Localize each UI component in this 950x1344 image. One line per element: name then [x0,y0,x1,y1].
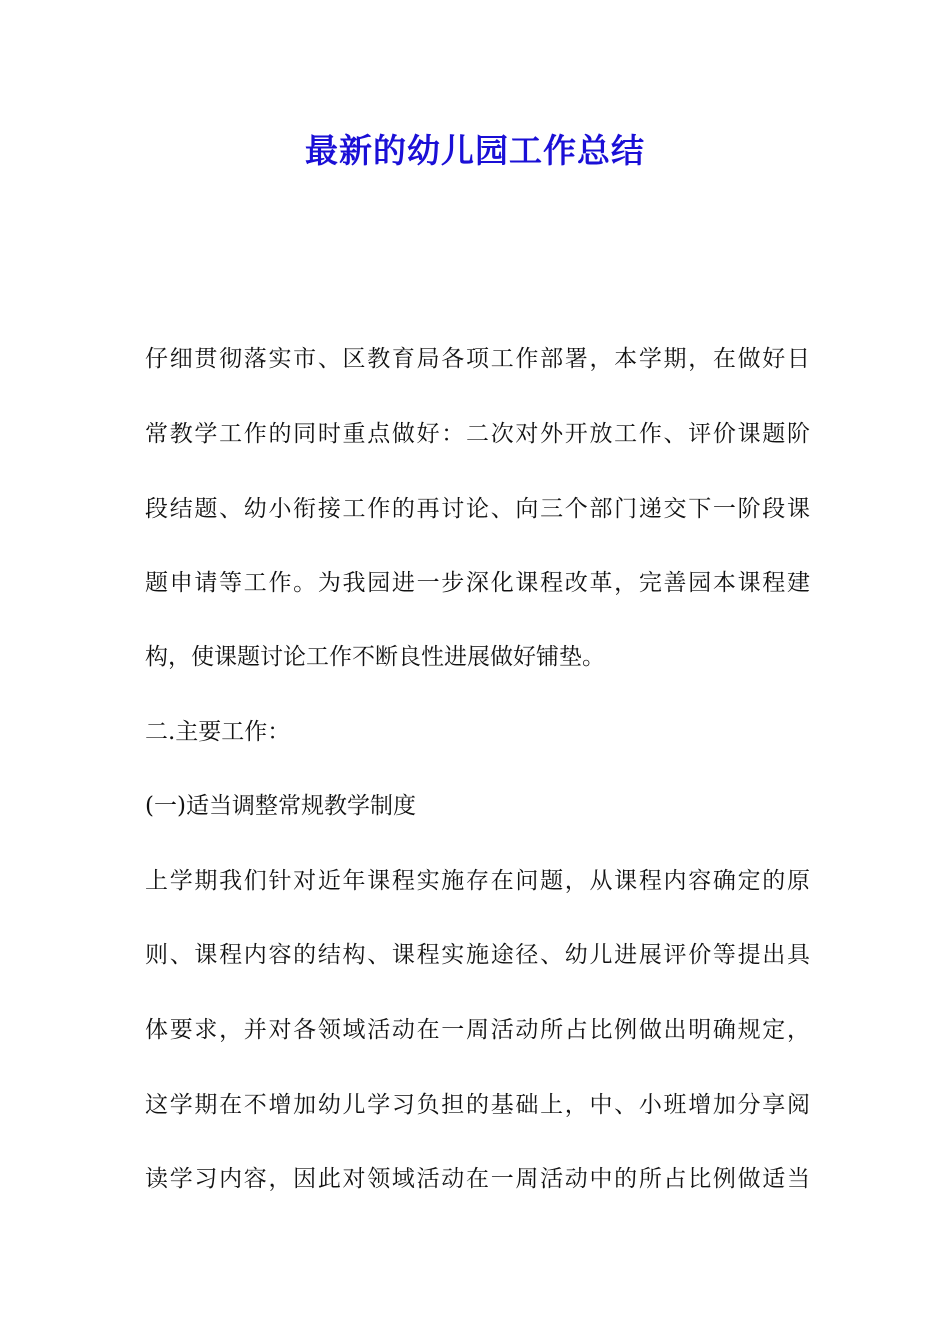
body-line-5: 构，使课题讨论工作不断良性进展做好铺垫。 [145,644,605,670]
body-line-4: 题申请等工作。为我园进一步深化课程改革，完善园本课程建 [145,570,810,596]
subsection-heading: (一)适当调整常规教学制度 [145,793,416,819]
body-line-10: 读学习内容，因此对领域活动在一周活动中的所占比例做适当 [145,1166,810,1192]
document-title: 最新的幼儿园工作总结 [305,131,645,170]
section-heading: 二.主要工作： [145,719,291,745]
body-line-9: 这学期在不增加幼儿学习负担的基础上，中、小班增加分享阅 [145,1092,810,1118]
body-line-6: 上学期我们针对近年课程实施存在问题，从课程内容确定的原 [145,868,810,894]
body-line-8: 体要求，并对各领域活动在一周活动所占比例做出明确规定， [145,1017,810,1043]
body-line-7: 则、课程内容的结构、课程实施途径、幼儿进展评价等提出具 [145,942,810,968]
body-line-2: 常教学工作的同时重点做好：二次对外开放工作、评价课题阶 [145,421,810,447]
body-line-1: 仔细贯彻落实市、区教育局各项工作部署，本学期，在做好日 [145,346,810,372]
body-line-3: 段结题、幼小衔接工作的再讨论、向三个部门递交下一阶段课 [145,496,810,522]
